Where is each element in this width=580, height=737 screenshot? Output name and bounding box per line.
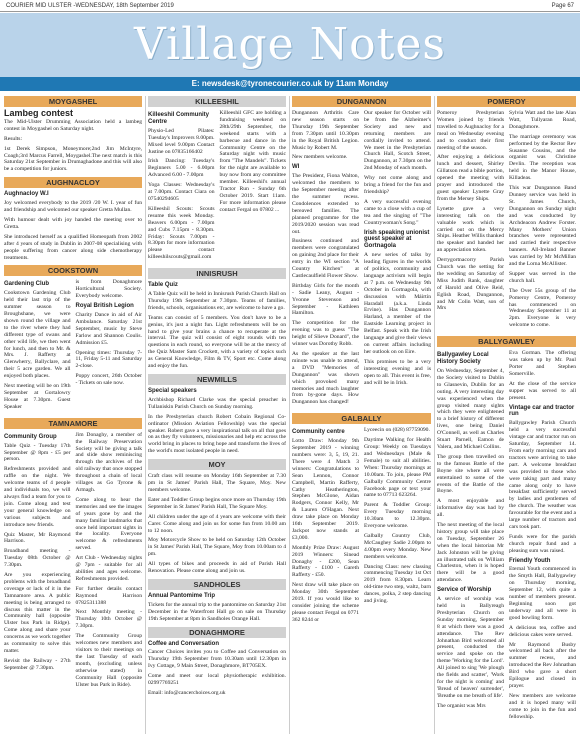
section-heading: TAMNAMORE	[4, 418, 142, 429]
paragraph: A delicious tea, coffee and delicious cakes were served.	[509, 624, 576, 638]
section-heading: MOYGASHEL	[4, 96, 142, 107]
paragraph: Eva Gorman. The offering was taken up by Mr. Paul Porter and Stephen Somerville.	[509, 350, 576, 377]
paragraph: Eater and Toddler Group begins once more on Thursday 19th September in St James' Parish Hall, The Square Moy.	[148, 496, 286, 510]
section-ballygawley	[437, 336, 576, 723]
paragraph: Quiz Master, Mr Raymond Harrison.	[4, 531, 71, 545]
paragraph: All types of bikes and proceeds in aid of Parish Hall Renovation. Please come along and join us.	[148, 561, 286, 575]
paragraph: For further details contact Raymond Harrison 07825311388	[75, 585, 142, 606]
paragraph: A service of worship was held in Ballyreagh Presbyterian Church on Sunday morning, September 8 at which there was a good attendance. The Rev Johnathan Bird welcomed all present, conducted the service and spoke on the theme 'Working for the Lord'. All joined to sing 'We plough the fields and scatter', 'Work for the night is coming' and 'Bread of heaven' surrender', 'Breathe on me breath of life'.	[437, 596, 504, 699]
paragraph: Galbally Country Club, McCaughey Sadie 2.00pm to 4.00pm every Monday. New members welcome.	[364, 532, 431, 560]
paragraph: In the Presbyterian church Robert Cobain Regional Co-ordinator (Mission Aviation Fellowship) was the special speaker. Robert gave a very inspirational talk on all that goes on as they fly volunteers, missionaries and help etc across the world bring in places to bring hope and transform the lives of the world's most isolated people in need.	[148, 413, 286, 455]
article-subheading: Special speakers	[148, 388, 197, 394]
paragraph: Cancer Choices invites you to Coffee and Conversation on Thursday 19th September from 10.30am until 12.30pm in Ivy Cottage, 9 Main Street, Donaghmore, BT705EX.	[148, 649, 286, 670]
paragraph: New members are welcome and it is hoped many will come to join in the fun and fellowship.	[509, 692, 576, 720]
two-column-body	[4, 432, 142, 692]
paragraph: Killeeshil Scouts: Scouts resume this week Monday. Beavers 6.00pm - 7.00pm and Cubs 7.15pm - 8.30pm. Friday: Scouts 7.00pm - 8.30pm for more information please contact killeeshilscouts@gmail.com	[148, 205, 215, 261]
article-subheading: Coffee and Conversation	[148, 640, 220, 647]
paragraph: New members welcome.	[292, 154, 348, 161]
paragraph: As the speaker at the last minute was unable to attend, a DVD "Memories of Dungannon" was shown which provoked many memories and much laughter from by-gone days. How Dungannon has changed!	[292, 351, 359, 406]
paragraph: Dungannon Arthritis Care new season starts on Thursday 19th September from 7.30pm until 10.30pm in the Royal British Legion. Music by Robert M.	[292, 110, 359, 151]
paragraph: Next draw will take place on Monday 30th September 2019. If you would like to consider joining the scheme please contact Fergal on 0771 362 8244 or	[292, 582, 359, 623]
paragraph: Next Monthly meeting - Thursday 10th October @ 7.30pm.	[75, 609, 142, 630]
section-galbally	[292, 413, 431, 626]
paragraph: Funds were for the parish church repair fund and a pleasing sum was raised.	[509, 533, 576, 554]
paragraph: Monthly Prize Draw: August 2019 Winners: Sinead Donaghy - £200, Sean Rafferty - £100 - Gareth Rafferty - £50.	[292, 544, 359, 579]
article-subheading: Killeeshil Community Centre	[148, 112, 210, 125]
paragraph: A most enjoyable and informative day was had by all.	[437, 498, 504, 519]
paragraph: Ballygawley Parish Church held a very successful vintage car and tractor run on Saturday, September 14. From early morning cars and tractors were arriving to take part. A welcome breakfast was provided to those who were taking part and many came along only to have breakfast sufficiently served by ladies and gentlemen of the church. The weather was favourable for the event and a large number of tractors and cars took part.	[509, 420, 576, 530]
section-cookstown	[4, 265, 142, 413]
section-heading: GALBALLY	[292, 413, 431, 424]
article-subheading: Annual Pantomime Trip	[148, 592, 216, 599]
paragraph: is from Donaghmore Horticultural Society. Everybody welcome.	[75, 279, 142, 300]
paragraph: This promises to be a very interesting evening and is open to all. This event is free, and will be in Irish.	[364, 358, 431, 386]
paragraph: At the close of the service supper was served to all present.	[509, 380, 576, 401]
article-subheading: Aughnacloy W.I	[4, 191, 49, 198]
paragraph: All children under the age of 4 years are welcome with their Carer. Come along and join us for some fun from 10.00 am to 12 noon.	[148, 513, 286, 534]
paragraph: The President, Fiona Walton, welcomed the members to the September meeting after the summer recess. Condolences extended to bereaved families. The planned programme for the 2019/2020 session was read out.	[292, 173, 359, 235]
paragraph: The organist was Mrs	[437, 702, 486, 709]
paragraph: 1st Derek Simpson, Moneymore;2nd Jim McIntyre, Coagh;3rd Marcus Farrell, Moygashel.The next match is this Saturday 21st September in Drumaghadone and this will also be a competition for juniors.	[4, 145, 142, 173]
article-subheading: Vintage car and tractor run	[509, 404, 575, 418]
banner-title: Village Notes	[134, 19, 446, 70]
column-2	[148, 96, 286, 734]
paragraph: Come along to hear the memories and see the images of years gone by and the many familiar landmarks that once held important sights in the locality. Everyone welcome & refreshments served.	[75, 496, 142, 552]
article-subheading: Friendly Youth	[509, 557, 551, 564]
paragraph: Physio-Led Pilates: Tuesday's Improvers 8.00pm. Mixed level 9.00pm Contact Justine on 07835166402	[148, 127, 215, 155]
paragraph: After enjoying a delicious lunch and dessert, Shirley Gillatson read a bible portion, opened the meeting with prayer and introduced the guest speaker Lynette Gray from the Mersey Ships.	[437, 154, 504, 202]
section-killeeshil	[148, 96, 286, 264]
paragraph: Archbishop Richard Clarke was the special preacher in Tullaniskin Parish Church on Sunday morning.	[148, 396, 286, 410]
section-heading: NEWMILLS	[148, 374, 286, 385]
two-column-body	[437, 110, 576, 332]
paragraph: Results:	[4, 135, 23, 142]
paragraph: The next meeting of the local history group will take place on Tuesday, September 26 when the local historian Mr Jack Johnston will be giving an illustrated talk on 'William Charleston, when it is hoped there will be a good attendance.	[437, 522, 504, 584]
paragraph: She introduced herself as a qualified Homeopath from 2002 after 4 years of study in Dublin in 2007-08 specialising with people suffering from cancer along side chemotherapy treatments.	[4, 233, 142, 261]
paragraph: Irish Dancing: Tuesday's Beginners 5.00 - 6.00pm Advanced 6.00 - 7.00pm	[148, 158, 215, 179]
paragraph: Yoga Classes: Wednesday's at 7.00pm. Contact Ciara on 07540294605	[148, 182, 215, 202]
village-notes-banner	[0, 13, 580, 91]
paragraph: Eternal Youth commenced in the Smyth Hall, Ballygawley on Thursday morning, September 12, with quite a number of members present. Beginning soon got underway and all were in good bowling form.	[509, 566, 576, 621]
article-subheading: Community Group	[4, 433, 57, 440]
paragraph: Birthday Girls for the month - Sadie Leany, August - Yvonne Stevenson and September - Kathleen Hamilton.	[292, 282, 359, 317]
section-aughnacloy	[4, 177, 142, 261]
paragraph: The Community Group welcomes new members and visitors to their meetings on the last Tuesday of each month, (excluding unless otherwise stated) in Community Hall (opposite Ulster bus Park in Ride).	[75, 633, 142, 688]
banner-contact: E: newsdesk@tyronecourier.co.uk by 11am Monday	[0, 77, 580, 91]
paragraph: With humour dealt with joy handed the meeting over to Gretta.	[4, 216, 142, 230]
paragraph: Teams can consist of 5 members. You don't have to be a genius, it's just a night fun. Light refreshments will be on hand to give your brains a chance to recuperate at the interval. The quiz will consist of eight rounds with ten questions in each round, so everyone will be at the mercy of the Quiz Master Sam Crockett, with a variety of topics such as General Knowledge, Film & TV, Sport etc. Come along and enjoy the fun.	[148, 314, 286, 370]
section-tamnamore	[4, 418, 142, 692]
section-heading: INNISRUSH	[148, 268, 286, 279]
paragraph: A new series of talks by leading figures in the worlds of politics, community and language activism will begin at 7 p.m. on Wednesday 9th October in Gortnagola, with discussion with Máirtín Haradall (a.k.a. Linda Ervine). Has Dungannon Harland, a member of the Eastside Learning project in Belfast. Speak with the Irish language and give their views on current affairs including her outlook on on Eire.	[364, 252, 431, 355]
article-subheading: Gardening Club	[4, 281, 49, 288]
paragraph: Revisit the Railway - 27th September @ 7.30pm.	[4, 657, 71, 671]
two-column-body	[148, 110, 286, 264]
paragraph: Cookstown Gardening Club held their last trip of the summer season to Broughshane, we were shown round the village and to the river where they had different type of swans and other wild life, we then went for lunch, and then to Mr. & Mrs. J. Rafferty at Glenwherry, Ballyclare, and their 5 acre garden. We all enjoyed both places.	[4, 290, 71, 380]
column-4	[437, 96, 576, 734]
article-subheading: WI	[292, 164, 300, 171]
section-heading: DONAGHMORE	[148, 627, 286, 638]
section-heading: KILLEESHIL	[148, 96, 286, 107]
section-moygashel	[4, 96, 142, 173]
two-column-body	[292, 110, 431, 409]
paragraph: Daytime Walking for Health Group: Weekly on Tuesdays and Wednesdays (Male & Female) to suit all abilities. When: Thursday mornings at 10.00am. To join, please PM Galbally Community Centre Facebook page or text your name to 07713 623264.	[364, 437, 431, 499]
paragraph: Are you experiencing problems with the broadband coverage or lack of it in the Tamnamore area. A public meeting is being arranged to discuss this matter in the Community hall (opposite Ulster bus Park in Ridge). Come along and share your concerns as we work together as community to solve this matter.	[4, 572, 71, 654]
section-dungannon	[292, 96, 431, 409]
paragraph: Lyceecin on (028) 87759090.	[364, 427, 430, 434]
paragraph: Parent & Toddler Group: Every Tuesday morning 10.30am to 12.30pm. Everyone welcome.	[364, 502, 431, 530]
paragraph: Lotto Draw: Monday 9th September 2019 - winning numbers were: 3, 5, 19, 21. There were 4 Match 3 winners: Congratulations to Sean Lennon, Connor Campbell, Martin Rafferty, Cathy Heatherington, Stephen McGlone, Aidan Rodgers, Connor Kelly, Mr & Lauren O'Hagan. Next draw take place on Monday 16th September 2019. Jackpot now stands at £3,000.	[292, 438, 359, 541]
paragraph: Killeeshil GFC are holding a fundraising weekend on 28th/29th September, the weekend starts with a barbecue and dance in the Community Centre on the Saturday night with music from "The Mandels". Tickets for the night are available to buy now from any committee member. Killeeshil's annual Tractor Run - Sunday 6th October 2019. Start 11am. For more information please contact Fergal on 07802 ...	[219, 110, 286, 213]
section-heading: BALLYGAWLEY	[437, 336, 576, 347]
paragraph: Dancing Class: new classing commencing Tuesday 1st Oct 2019 from 8.30pm. Learn old-time two step, waltz, barn dances, polka, 2 step dancing and jiving.	[364, 563, 431, 605]
column-divider	[434, 96, 435, 734]
paragraph: Derrygortnacorry Parish Church was the setting for the wedding on Saturday of Miss Judith Rank, daughter of Harold and Olive Reid, Eglish Road, Dungannon, and Mr Colin Watt, son of Mrs	[437, 257, 504, 312]
section-sandholes	[148, 579, 286, 623]
article-subheading: Ballygawley Local History Society	[437, 352, 489, 366]
article-headline: Lambeg contest	[4, 108, 74, 118]
paragraph: Charity Dance in aid of Air Ambulance. Saturday 21st September, music by Steve Farlow and Shannon Coulis. Admission £5.	[75, 312, 142, 346]
paragraph: Supper was served in the church hall.	[509, 270, 576, 284]
column-divider	[145, 96, 146, 734]
paragraph: Art Club - Wednesday nights @ 7pm - suitable for all abilities and ages welcome. Refreshments provided.	[75, 555, 142, 582]
column-1	[4, 96, 142, 734]
paragraph: Refreshments provided and raffle on the night. We welcome teams of 4 people and individuals too, we will always find a team for you to join. Come along and test your general knowledge on various subjects and introduce new friends.	[4, 466, 71, 528]
article-subheading: Service of Worship	[437, 587, 492, 594]
paragraph: Pomeroy Presbyterian Women joined by friends travelled to Aughnacloy for a meal on Wednesday evening and to conduct their first meeting of the season.	[437, 110, 504, 151]
section-heading: COOKSTOWN	[4, 265, 142, 276]
section-newmills	[148, 374, 286, 455]
paragraph: Next meeting will be on 19th September at Gortalowry House at 7.30pm. Guest Speaker	[4, 383, 71, 410]
paragraph: Opening times: Thursday 7-11, Friday 5-11 and Saturday 2-close.	[75, 349, 142, 370]
paragraph: Tickets for the annual trip to the pantomime on Saturday 21st December in the Waterfront Hall go on sale on Thursday 19th September at 8pm in Sandholes Orange Hall.	[148, 601, 286, 622]
paragraph: Mr Raymond Busby welcomed all back after the summer recess, and introduced the Rev Johnathan Bird who gave a short Epilogue and closed in prayer.	[509, 641, 576, 689]
article-subheading: Table Quiz	[148, 282, 178, 289]
paragraph: Craft class will resume on Monday 16th September at 7.30 pm in St James' Parish Hall, The Square, Moy. New members welcome.	[148, 473, 286, 493]
page-number: Page 67	[551, 3, 574, 9]
paragraph: Come and meet our local physiotherapic exhibition. 02997769251	[148, 673, 286, 687]
section-heading: POMEROY	[437, 96, 576, 107]
article-subheading: Community centre	[292, 429, 345, 436]
section-heading: MOY	[148, 459, 286, 470]
paragraph: Business continued and members were congratulated on gaining 2nd place for their entry in the WI section "A Country Kitchen" at Castlecaulfield Flower Show.	[292, 238, 359, 279]
paragraph: Why not come along and bring a friend for the fun and friendship?	[364, 175, 431, 195]
section-heading: AUGHNACLOY	[4, 177, 142, 188]
paragraph: The competition for the evening was to guess "The height of Slieve Donard", the winner was Dorothy Robb.	[292, 320, 359, 348]
two-column-body	[4, 279, 142, 413]
paragraph: Sylvia Watt and the late Alan Watt, Tullyaran Road, Donaghmore.	[509, 110, 576, 130]
paragraph: The marriage ceremony was performed by the Rector Rev Susanne Cousins, and the organist was Christine Devlin. The reception was held in the Manor House, Killadeas.	[509, 133, 576, 182]
paragraph: The group then travelled on to the famous Battle of the Boyne site where all were entertained to some of the events of the Battle of the Boyne.	[437, 453, 504, 495]
paragraph: On Wednesday, September 4, the Society visited to Dublin to Glasnevin, Dublin for an outing. A very interesting day was experienced when the group visited many sights which they were enlightened to a brief history of different lives, one being Daniel O'Connell, as well as Charles Stuart Parnell, Eamon de Valera, and Michael Collins.	[437, 368, 504, 450]
paragraph: Lynette gave a very interesting talk on the valuable work which is carried out on the Mercy Ships. Heather Willis thanked the speaker and handed her an appreciation token.	[437, 205, 504, 254]
section-heading: DUNGANNON	[292, 96, 431, 107]
article-subheading: Irish speaking unionist guest speaker at Gortnagola	[364, 229, 430, 250]
two-column-body	[292, 427, 431, 626]
paragraph: The Mid-Ulster Drumming Association held a lambeg contest in Moygashel on Saturday night.	[4, 118, 142, 132]
column-divider	[289, 96, 290, 734]
section-pomeroy	[437, 96, 576, 332]
paragraph: The Over 55s group of the Pomeroy Centre, Pomeroy has commenced on Wednesday September 11 at 2pm. Everyone is very welcome to come.	[509, 287, 576, 329]
section-moy	[148, 459, 286, 575]
section-donaghmore	[148, 627, 286, 697]
paragraph: Moy Motorcycle Show to be held on Saturday 12th October in St James' Parish Hall, The Square, Moy from 10.00am to 4 pm.	[148, 537, 286, 558]
paragraph: Jim Donaghy, a member of the Railway Preservation Society will be giving a talk and slide show reminiscing through the archives of the old railway that once stopped throughout a chain of local villages as Go Tyrone & Armagh.	[75, 431, 142, 493]
paragraph: Poppy concert, 26th October - Tickets on sale now.	[75, 373, 142, 387]
paragraph: A very successful evening came to a close with a cup of tea and the singing of "The Countrywoman's Song."	[364, 198, 431, 226]
column-3	[292, 96, 431, 734]
paragraph: Table Quiz - Tuesday 17th September @ 8pm - £5 per person.	[4, 442, 71, 463]
paragraph: Broadband meeting - Tuesday 08th October @ 7.30pm.	[4, 548, 71, 569]
paragraph: This war Dungannon Band Dunney service was held in St. James Church, Dungannon on Sunday night and was conducted by Archdeacon Andrew Forster. Many Mothers' Union branches were represented and carried their respective banners. All-Ireland Banner was carried by Mr McMillan and the Lorna McAllister.	[509, 185, 576, 268]
paragraph: Email: info@cancerchoices.org.uk	[148, 690, 226, 696]
article-subheading: Royal British Legion	[75, 303, 134, 310]
publication-line: COURIER MID ULSTER -WEDNESDAY, 18th September 2019	[6, 3, 174, 9]
section-innisrush	[148, 268, 286, 370]
paragraph: Our speaker for October will be from the Alzheimer's Society and new and returning members are cordially invited to attend. We meet in the Presbyterian Church Hall, Scotch Street, Dungannon, at 7.30pm on the 2nd Monday of each month.	[364, 110, 431, 172]
paragraph: Joy welcomed everybody to the 2019 /20 W. I. year of fun and friendship and welcomed our speaker Gretta Mullan.	[4, 200, 142, 214]
page-header	[0, 0, 580, 12]
paragraph: A Table Quiz will be held in Innisrush Parish Church Hall on Thursday 19th September at 7.30pm. Teams of families, friends, schools, organisations etc, are welcome to have a go.	[148, 291, 286, 311]
section-heading: SANDHOLES	[148, 579, 286, 590]
two-column-body	[437, 350, 576, 723]
